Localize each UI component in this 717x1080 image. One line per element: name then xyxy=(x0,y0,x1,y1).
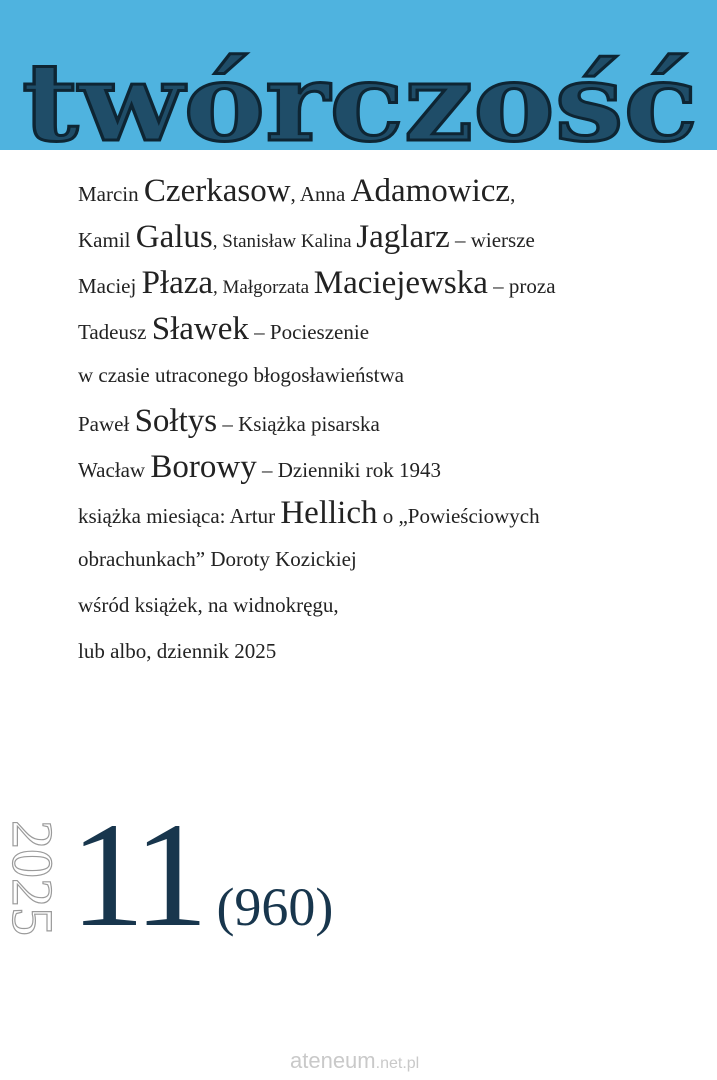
contents-text: Marcin xyxy=(78,182,144,206)
contents-text: Tadeusz xyxy=(78,320,152,344)
author-surname: Hellich xyxy=(280,495,378,531)
author-surname: Sławek xyxy=(151,311,249,347)
contents-text: lub albo, dziennik 2025 xyxy=(78,639,277,663)
contents-line xyxy=(78,444,708,490)
author-surname: Borowy xyxy=(150,449,257,485)
author-surname: Czerkasow xyxy=(143,173,291,209)
contents-text: , xyxy=(510,182,516,206)
contents-line xyxy=(78,214,708,260)
masthead-title xyxy=(22,28,702,168)
author-surname: Adamowicz xyxy=(350,173,511,209)
contents-line xyxy=(78,260,708,306)
contents-text: – Dzienniki rok 1943 xyxy=(256,458,442,482)
contents-text: , Anna xyxy=(290,182,351,206)
contents-text: książka miesiąca: Artur xyxy=(78,504,281,528)
contents-text: , Małgorzata xyxy=(213,277,314,298)
issue-number: 11 xyxy=(70,792,203,958)
author-surname: Jaglarz xyxy=(356,219,450,255)
contents-text: wśród książek, na widnokręgu, xyxy=(78,593,339,617)
svg-text:twórczość: twórczość xyxy=(22,40,698,166)
issue-number-block xyxy=(70,792,334,960)
contents-text: – wiersze xyxy=(449,228,535,252)
watermark xyxy=(290,1048,419,1074)
contents-text: Wacław xyxy=(78,458,151,482)
contents-text: – Pocieszenie xyxy=(248,320,370,344)
contents-text: Kamil xyxy=(78,228,136,252)
author-surname: Sołtys xyxy=(134,403,218,439)
author-surname: Galus xyxy=(135,219,213,255)
issue-total-number: (960) xyxy=(216,877,334,937)
author-surname: Maciejewska xyxy=(313,265,488,301)
watermark-brand: ateneum xyxy=(290,1048,376,1073)
contents-line xyxy=(78,628,708,674)
table-of-contents xyxy=(78,168,708,674)
contents-text: Maciej xyxy=(78,274,142,298)
watermark-suffix: .net.pl xyxy=(375,1055,420,1072)
contents-line xyxy=(78,306,708,352)
contents-text: , Stanisław Kalina xyxy=(212,231,357,252)
contents-line xyxy=(78,168,708,214)
contents-text: o „Powieściowych xyxy=(377,504,540,528)
contents-text: – proza xyxy=(487,274,556,298)
contents-text: w czasie utraconego błogosławieństwa xyxy=(78,363,404,387)
contents-line xyxy=(78,582,708,628)
issue-year: 2025 xyxy=(0,820,65,936)
contents-line xyxy=(78,352,708,398)
author-surname: Płaza xyxy=(141,265,214,301)
contents-text: obrachunkach” Doroty Kozickiej xyxy=(78,547,357,571)
contents-line xyxy=(78,398,708,444)
contents-line xyxy=(78,490,708,536)
contents-line xyxy=(78,536,708,582)
contents-text: Paweł xyxy=(78,412,135,436)
contents-text: – Książka pisarska xyxy=(217,412,380,436)
